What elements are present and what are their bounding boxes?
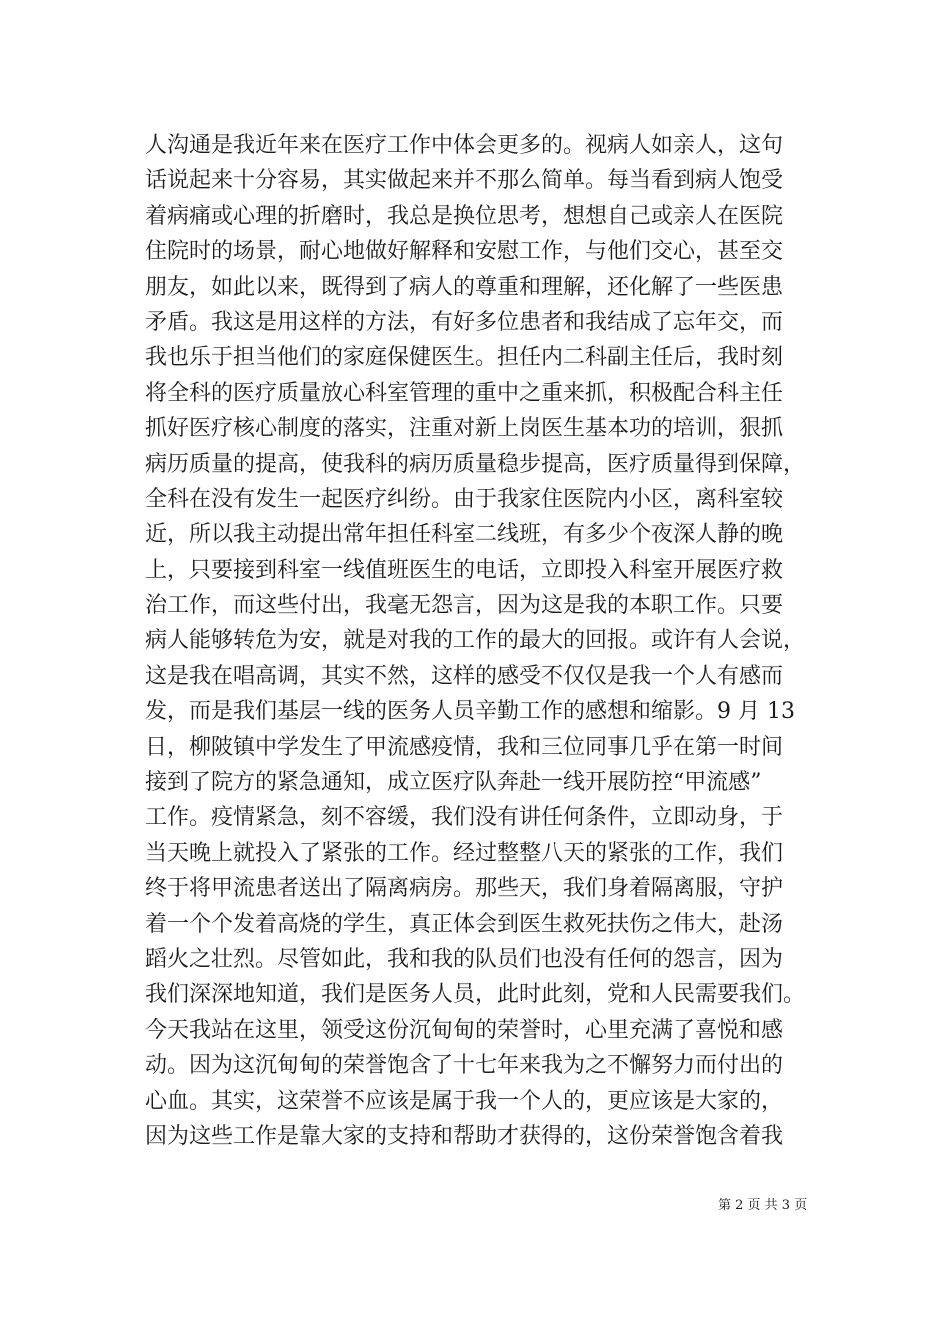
text-line: 治工作，而这些付出，我毫无怨言，因为这是我的本职工作。只要	[145, 593, 784, 619]
text-line: 心血。其实，这荣誉不应该是属于我一个人的，更应该是大家的，	[145, 1088, 784, 1114]
text-line: 病人能够转危为安，就是对我的工作的最大的回报。或许有人会说，	[145, 628, 806, 654]
text-line: 日，柳陂镇中学发生了甲流感疫情，我和三位同事几乎在第一时间	[145, 734, 784, 760]
text-line: 矛盾。我这是用这样的方法，有好多位患者和我结成了忘年交，而	[145, 309, 784, 335]
text-line: 接到了院方的紧急通知，成立医疗队奔赴一线开展防控“甲流感”	[145, 770, 762, 796]
text-line: 将全科的医疗质量放心科室管理的重中之重来抓，积极配合科主任	[145, 380, 784, 406]
text-line: 动。因为这沉甸甸的荣誉饱含了十七年来我为之不懈努力而付出的	[145, 1053, 784, 1079]
text-line: 工作。疫情紧急，刻不容缓，我们没有讲任何条件，立即动身，于	[145, 805, 784, 831]
text-line: 人沟通是我近年来在医疗工作中体会更多的。视病人如亲人，这句	[145, 133, 784, 158]
text-line: 话说起来十分容易，其实做起来并不那么简单。每当看到病人饱受	[145, 168, 784, 194]
text-line: 病历质量的提高，使我科的病历质量稳步提高，医疗质量得到保障，	[145, 451, 806, 477]
text-line: 抓好医疗核心制度的落实，注重对新上岗医生基本功的培训，狠抓	[145, 416, 784, 442]
text-line: 当天晚上就投入了紧张的工作。经过整整八天的紧张的工作，我们	[145, 840, 784, 866]
text-line: 这是我在唱高调，其实不然，这样的感受不仅仅是我一个人有感而	[145, 663, 784, 689]
body-paragraph	[145, 128, 825, 1154]
text-line: 我们深深地知道，我们是医务人员，此时此刻，党和人民需要我们。	[145, 982, 806, 1008]
text-line: 发，而是我们基层一线的医务人员辛勤工作的感想和缩影。9 月 13	[145, 699, 795, 725]
text-line: 住院时的场景，耐心地做好解释和安慰工作，与他们交心，甚至交	[145, 239, 784, 265]
text-line: 我也乐于担当他们的家庭保健医生。担任内二科副主任后，我时刻	[145, 345, 784, 371]
text-line: 朋友，如此以来，既得到了病人的尊重和理解，还化解了一些医患	[145, 274, 784, 300]
text-line: 蹈火之壮烈。尽管如此，我和我的队员们也没有任何的怨言，因为	[145, 946, 784, 972]
text-line: 近，所以我主动提出常年担任科室二线班，有多少个夜深人静的晚	[145, 522, 784, 548]
page-number-footer: 第 2 页 共 3 页	[718, 1198, 808, 1213]
text-line: 着一个个发着高烧的学生，真正体会到医生救死扶伤之伟大，赴汤	[145, 911, 784, 937]
text-line: 全科在没有发生一起医疗纠纷。由于我家住医院内小区，离科室较	[145, 486, 784, 512]
text-line: 今天我站在这里，领受这份沉甸甸的荣誉时，心里充满了喜悦和感	[145, 1017, 784, 1043]
text-line: 着病痛或心理的折磨时，我总是换位思考，想想自己或亲人在医院	[145, 203, 784, 229]
text-line: 因为这些工作是靠大家的支持和帮助才获得的，这份荣誉饱含着我	[145, 1123, 784, 1149]
text-line: 终于将甲流患者送出了隔离病房。那些天，我们身着隔离服，守护	[145, 876, 784, 902]
text-line: 上，只要接到科室一线值班医生的电话，立即投入科室开展医疗救	[145, 557, 784, 583]
